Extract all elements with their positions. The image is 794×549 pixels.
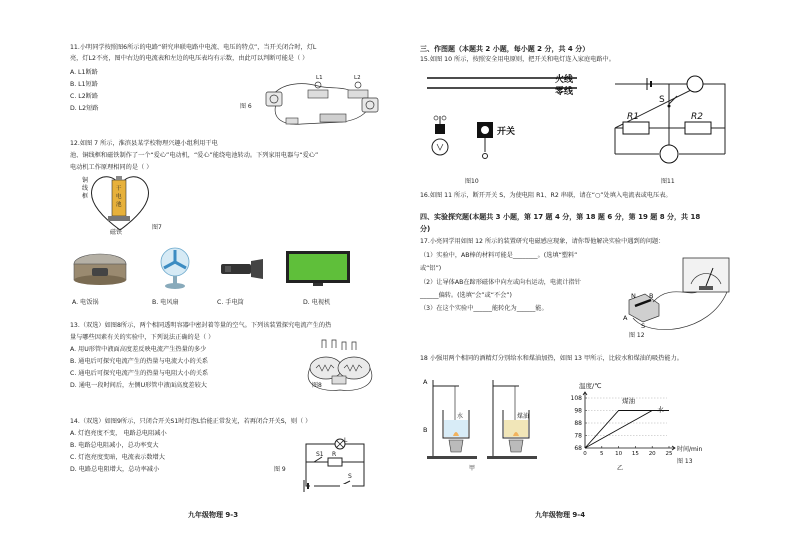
q13-line2: 量与哪些因素有关的实验中，下列说法正确的是（ ） (70, 334, 215, 341)
zero-line-label: 零线 (555, 87, 574, 97)
fig10-caption: 图10 (465, 178, 479, 185)
q16-text: 16.如图 11 所示，断开开关 S，为使电阻 R1、R2 串联，请在“○”处填入电流表或电压表。 (420, 192, 672, 199)
q14-option-b: B. 电路总电阻减小，总功率变大 (70, 442, 159, 449)
q11-line1: 11.小明同学按照图6所示的电路“研究串联电路中电流、电压的特点”，当开关闭合时，灯L (70, 44, 317, 51)
rice-cooker-image (70, 250, 130, 286)
fig13-water-beaker-label: 水 (457, 413, 464, 420)
fig9-caption: 图 9 (274, 466, 286, 473)
q14-line1: 14.（双选）如图9所示，只闭合开关S1时灯泡L恰能正常发光，若再闭合开关S，则（ ） (70, 418, 312, 425)
figure-12-induction-apparatus (619, 254, 739, 340)
q17-line3: 或“铝”) (420, 265, 442, 272)
fig11-s-label: S (659, 95, 665, 105)
right-page (397, 0, 794, 549)
q11-option-d: D. L2短路 (70, 105, 99, 112)
q18-text: 18 小强用两个相同的酒精灯分别给水和煤油加热，如图 13 甲所示，比较水和煤油的吸热能力。 (420, 355, 683, 362)
chart-series-line-oil (585, 411, 669, 449)
fig6-l1-label: L1 (316, 75, 323, 81)
section-4-heading-line1: 四、实验探究题(本题共 3 小题，第 17 题 4 分，第 18 题 6 分，第 19 题 8 分，共 18 (420, 213, 701, 221)
fig7-wire-label-2: 线 (82, 185, 89, 192)
chart-series-label-water: 水 (657, 405, 664, 414)
chart-x-tick-label: 0 (583, 451, 587, 457)
fig7-battery-label-3: 池 (116, 202, 122, 208)
chart-y-tick-label: 108 (570, 395, 582, 402)
fig6-caption: 图 6 (240, 103, 252, 110)
q17-line5: ______偏转。(选填“会”或“不会”) (420, 292, 512, 299)
fig9-l-label: L (344, 437, 348, 444)
q14-option-c: C. 灯泡亮度变暗，电流表示数增大 (70, 454, 165, 461)
q12-line2: 池、铜线框和磁铁制作了一个“爱心”电动机，“爱心”能绕电池转动。下列家用电器与“爱心” (70, 152, 319, 159)
fig7-wire-label-3: 框 (82, 193, 89, 200)
q17-line2: （1）实验中，AB棒的材料可能是________。(选填“塑料” (420, 252, 578, 259)
fig6-l2-label: L2 (354, 75, 361, 81)
fig7-wire-label-1: 铜 (82, 177, 89, 184)
section-3-heading: 三、作图题（本题共 2 小题，每小题 2 分，共 4 分） (420, 45, 590, 53)
fig7-battery-label-2: 电 (116, 194, 122, 200)
fig13-sub-b: 乙 (617, 465, 624, 472)
q13-option-d: D. 通电一段时间后，左侧U形管中液面高度差较大 (70, 382, 207, 389)
chart-y-tick-label: 78 (574, 432, 582, 440)
fig13-b-label: B (423, 426, 428, 434)
section-4-heading-line2: 分) (420, 225, 431, 233)
chart-x-axis-label: 时间/min (677, 446, 703, 453)
q11-option-b: B. L1短路 (70, 81, 98, 88)
fig7-caption: 图7 (152, 224, 162, 231)
q13-option-c: C. 通电后可探究电流产生的热量与电阻大小的关系 (70, 370, 209, 377)
fig11-r2-label: R2 (691, 112, 703, 122)
fire-line-label: 火线 (555, 75, 574, 85)
q17-line6: （3）在这个实验中______能转化为______能。 (420, 305, 548, 312)
fig9-s-label: S (348, 473, 352, 480)
appliance-d-label: D. 电视机 (303, 299, 331, 306)
right-page-footer: 九年级物理 9-4 (535, 511, 586, 519)
q17-line4: （2）让导体AB在蹄形磁体中向左或向右运动，电流计指针 (420, 279, 581, 286)
appliance-b-label: B. 电风扇 (152, 299, 179, 306)
fig9-r-label: R (332, 451, 337, 458)
appliance-c-label: C. 手电筒 (217, 299, 244, 306)
chart-y-axis-label: 温度/℃ (579, 382, 602, 390)
q14-option-d: D. 电路总电阻增大，总功率减小 (70, 466, 160, 473)
flashlight-image (215, 258, 265, 280)
appliance-a-label: A. 电饭锅 (72, 299, 99, 306)
fig12-n-label: N (631, 292, 636, 300)
fig7-magnet-label: 磁铁 (110, 229, 123, 236)
fig11-caption: 图11 (661, 178, 675, 185)
q12-line3: 电动机工作原理相同的是（ ） (70, 164, 153, 171)
figure-7-heart-motor (80, 166, 160, 238)
fig11-r1-label: R1 (627, 112, 639, 122)
fig13-sub-a: 甲 (469, 465, 476, 472)
q13-option-b: B. 通电后可探究电流产生的热量与电流大小的关系 (70, 358, 209, 365)
fig12-b-label: B (649, 292, 654, 300)
figure-13-heating-setup (425, 374, 535, 464)
q15-text: 15.如图 10 所示，按照安全用电原则，把开关和电灯连入家庭电路中。 (420, 56, 615, 63)
figure-10-household-circuit (427, 72, 627, 172)
fig12-s-label: S (641, 322, 646, 330)
fig9-s1-label: S1 (316, 451, 324, 458)
chart-x-tick-label: 15 (631, 451, 639, 457)
electric-fan-image (155, 246, 195, 290)
q11-option-a: A. L1断路 (70, 69, 98, 76)
switch-label: 开关 (497, 127, 516, 137)
q11-option-c: C. L2断路 (70, 93, 99, 100)
figure-8-heating-apparatus (292, 338, 386, 396)
fig13-oil-beaker-label: 煤油 (517, 413, 530, 420)
chart-x-tick-label: 5 (600, 451, 604, 457)
left-page-footer: 九年级物理 9-3 (188, 511, 239, 519)
chart-series-label-oil: 煤油 (621, 397, 635, 405)
chart-x-tick-label: 10 (615, 451, 623, 457)
fig7-battery-label-1: 干 (116, 186, 122, 192)
chart-x-tick-label: 20 (648, 451, 656, 457)
q11-line2: 亮，灯L2不亮，图中右边的电流表和左边的电压表均有示数，由此可以判断可能是（ ） (70, 55, 309, 62)
figure-6-circuit (262, 74, 386, 134)
temperature-time-chart (555, 372, 705, 467)
q12-line1: 12.如图 7 所示，淮滨县某学校物理兴趣小组利用干电 (70, 140, 218, 147)
figure-9-circuit (300, 436, 370, 492)
chart-y-tick-label: 98 (574, 407, 582, 415)
q13-option-a: A. 用U形管中液面高度差反映电流产生热量的多少 (70, 346, 207, 353)
television-image (285, 250, 351, 288)
figure-11-circuit (607, 74, 737, 170)
fig12-a-label: A (623, 314, 628, 322)
chart-series-line-water (585, 411, 669, 449)
chart-y-tick-label: 88 (574, 420, 582, 427)
fig12-caption: 图 12 (629, 332, 645, 339)
chart-y-tick-label: 68 (574, 445, 582, 452)
fig8-caption: 图8 (312, 382, 322, 389)
fig13-caption: 图 13 (677, 458, 693, 465)
q14-option-a: A. 灯泡亮度不变， 电路总电阻减小 (70, 430, 167, 437)
chart-x-tick-label: 25 (665, 451, 673, 457)
q13-line1: 13.（双选）如图8所示，两个相同透明容器中密封着等量的空气。下列该装置探究电流产生的热 (70, 322, 332, 329)
q17-line1: 17.小亮同学用如图 12 所示的装置研究电磁感应现象，请你帮他解决实验中遇到的问题： (420, 238, 665, 245)
fig13-a-label: A (423, 378, 428, 386)
